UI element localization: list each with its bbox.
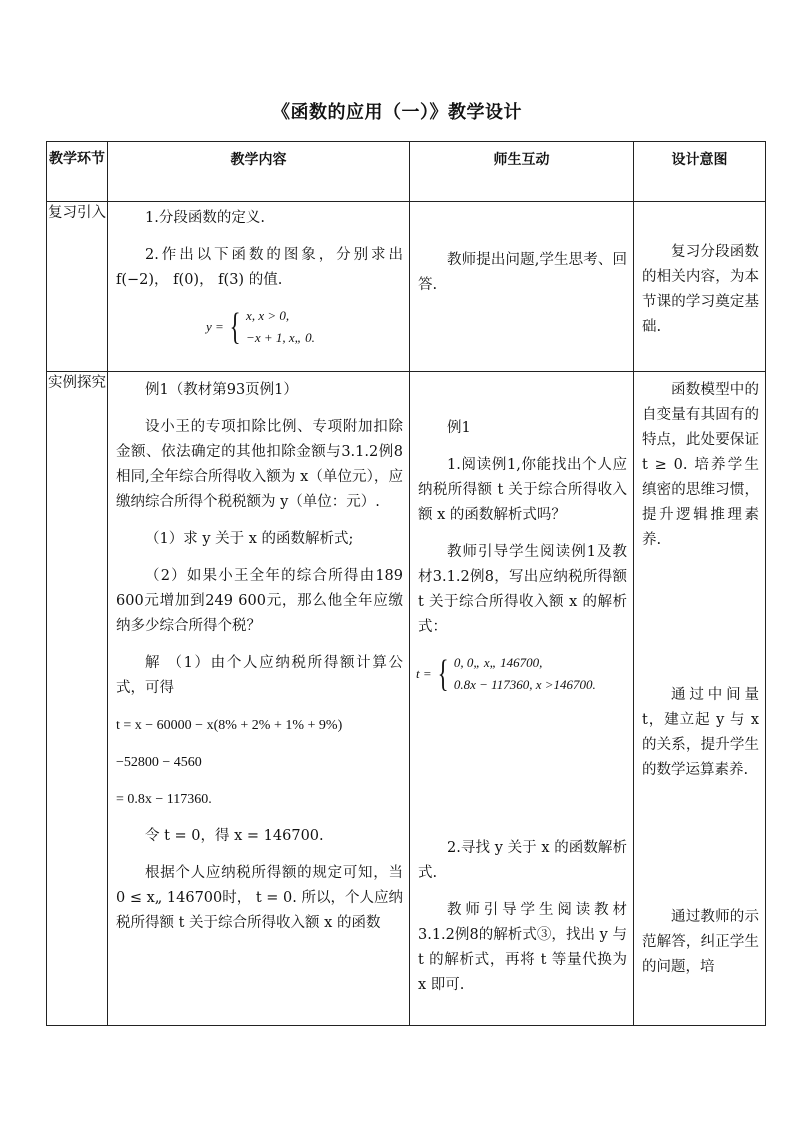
piecewise-t-case-1: 0, 0„ x„ 146700, [453, 655, 543, 670]
intent-example-2: 通过中间量 t，建立起 y 与 x 的关系，提升学生的数学运算素养. [642, 687, 759, 778]
stage-review: 复习引入 [47, 202, 108, 372]
intent-example-1: 函数模型中的自变量有其固有的特点，此处要保证 t ≥ 0. 培养学生缜密的思维习惯，提升逻辑推理素养. [642, 382, 759, 548]
piecewise-case-2: −x + 1, x„ 0. [246, 330, 315, 345]
content-review [108, 202, 410, 372]
interaction-example-guide1: 教师引导学生阅读例1及教材3.1.2例8，写出应纳税所得额 t 关于综合所得收入额 x 的解析式： [418, 544, 627, 635]
stage-example: 实例探究 [47, 372, 108, 1026]
formula-line-1: t = x − 60000 − x(8% + 2% + 1% + 9%) [116, 718, 343, 733]
interaction-example-label: 例1 [447, 420, 471, 436]
content-example-problem: 设小王的专项扣除比例、专项附加扣除金额、依法确定的其他扣除金额与3.1.2例8相同,全年综合所得收入额为 x（单位元），应缴纳综合所得个税税额为 y（单位：元）. [116, 419, 403, 510]
lesson-plan-table [46, 141, 766, 1026]
interaction-example-guide2: 教师引导学生阅读教材3.1.2例8的解析式③，找出 y 与 t 的解析式，再将 t 等量代换为 x 即可. [418, 902, 627, 993]
piecewise-t-case-2: 0.8x − 117360, x >146700. [453, 677, 596, 692]
content-review-p1: 1.分段函数的定义. [145, 210, 265, 226]
formula-line-2: −52800 − 4560 [116, 755, 202, 770]
intent-review-text: 复习分段函数的相关内容，为本节课的学习奠定基础. [642, 244, 759, 335]
row-review [47, 202, 766, 372]
header-intent: 设计意图 [634, 142, 766, 202]
content-example [108, 372, 410, 1026]
page-title: 《函数的应用（一）》教学设计 [272, 102, 522, 123]
header-content: 教学内容 [108, 142, 410, 202]
interaction-review-text: 教师提出问题,学生思考、回答. [418, 252, 627, 293]
content-example-solution: 解 （1）由个人应纳税所得额计算公式，可得 [116, 655, 403, 696]
formula-line-3: = 0.8x − 117360. [116, 792, 212, 807]
interaction-example [410, 372, 634, 1026]
intent-review [634, 202, 766, 372]
content-review-p2: 2.作出以下函数的图象，分别求出 f(−2)， f(0)， f(3) 的值. [116, 247, 403, 288]
content-example-let: 令 t = 0，得 x = 146700. [145, 828, 324, 844]
content-example-q1: （1）求 y 关于 x 的函数解析式; [145, 531, 354, 547]
header-stage: 教学环节 [47, 142, 108, 202]
piecewise-lhs: y = [206, 319, 224, 334]
piecewise-t-lhs: t = [416, 666, 432, 681]
piecewise-t [416, 652, 627, 696]
header-row [47, 142, 766, 202]
brace-icon: { [229, 306, 241, 348]
intent-example [634, 372, 766, 1026]
interaction-example-q2: 2.寻找 y 关于 x 的函数解析式. [418, 840, 627, 881]
piecewise-case-1: x, x > 0, [246, 308, 290, 323]
interaction-example-q1: 1.阅读例1,你能找出个人应纳税所得额 t 关于综合所得收入额 x 的函数解析式吗？ [418, 457, 627, 523]
content-example-title: 例1（教材第93页例1） [145, 382, 298, 398]
header-interaction: 师生互动 [410, 142, 634, 202]
interaction-review [410, 202, 634, 372]
row-example [47, 372, 766, 1026]
intent-example-3: 通过教师的示范解答，纠正学生的问题，培 [642, 909, 759, 975]
content-example-conclusion: 根据个人应纳税所得额的规定可知，当 0 ≤ x„ 146700时， t = 0. 所以，个人应纳税所得额 t 关于综合所得收入额 x 的函数 [116, 865, 403, 931]
content-example-q2: （2）如果小王全年的综合所得由189 600元增加到249 600元，那么他全年应缴纳多少综合所得个税？ [116, 568, 403, 634]
piecewise-function [206, 305, 403, 349]
brace-icon: { [437, 653, 449, 695]
